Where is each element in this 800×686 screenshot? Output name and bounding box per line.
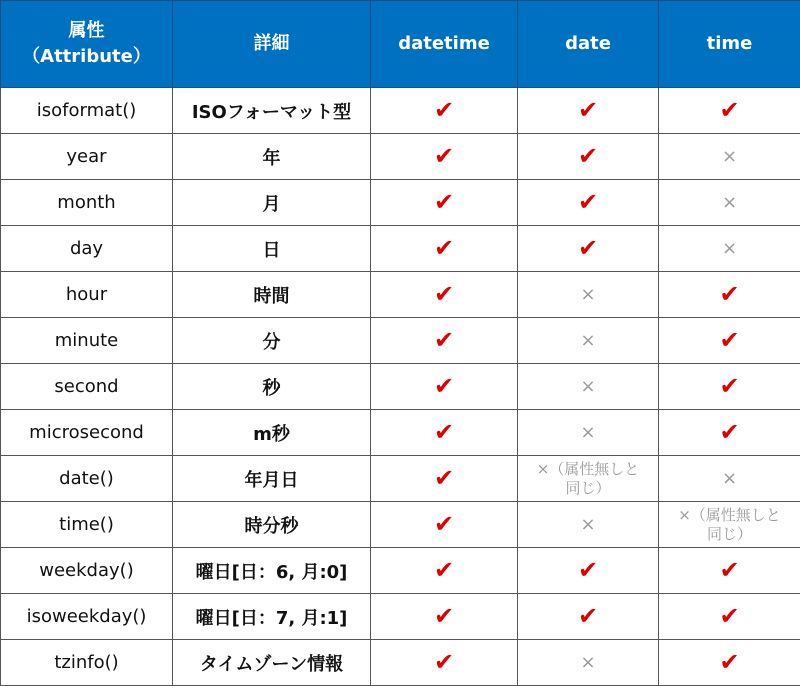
datetime-support-cell	[371, 180, 518, 226]
cross-icon: ×	[580, 330, 595, 351]
check-icon: ✔	[434, 142, 454, 170]
attribute-cell: month	[1, 180, 173, 226]
datetime-support-cell	[371, 226, 518, 272]
check-icon: ✔	[434, 648, 454, 676]
table-header	[1, 1, 800, 88]
cross-icon: ×	[722, 468, 737, 489]
detail-cell: 分	[173, 318, 371, 364]
date-support-cell	[518, 456, 659, 502]
header-attribute-line2: （Attribute）	[1, 44, 172, 70]
check-icon: ✔	[719, 648, 739, 676]
check-icon: ✔	[719, 372, 739, 400]
check-icon: ✔	[578, 234, 598, 262]
check-icon: ✔	[434, 602, 454, 630]
datetime-support-cell	[371, 594, 518, 640]
detail-cell: 曜日[日：6, 月:0]	[173, 548, 371, 594]
date-support-cell	[518, 594, 659, 640]
attribute-cell: hour	[1, 272, 173, 318]
time-support-cell	[659, 226, 800, 272]
time-support-cell	[659, 134, 800, 180]
check-icon: ✔	[434, 464, 454, 492]
check-icon: ✔	[719, 326, 739, 354]
cross-icon: ×	[722, 238, 737, 259]
attribute-cell: tzinfo()	[1, 640, 173, 686]
check-icon: ✔	[578, 188, 598, 216]
attribute-cell: microsecond	[1, 410, 173, 456]
detail-cell: 時間	[173, 272, 371, 318]
check-icon: ✔	[578, 602, 598, 630]
attribute-cell: time()	[1, 502, 173, 548]
check-icon: ✔	[434, 418, 454, 446]
detail-cell: m秒	[173, 410, 371, 456]
date-support-cell	[518, 364, 659, 410]
header-datetime: datetime	[371, 1, 518, 88]
table-row	[1, 272, 800, 318]
attribute-cell: date()	[1, 456, 173, 502]
check-icon: ✔	[719, 418, 739, 446]
time-support-cell	[659, 502, 800, 548]
check-icon: ✔	[434, 188, 454, 216]
table-body	[1, 88, 800, 686]
header-attribute	[1, 1, 173, 88]
datetime-support-cell	[371, 134, 518, 180]
cross-icon: ×	[580, 422, 595, 443]
date-support-cell	[518, 410, 659, 456]
time-support-cell	[659, 594, 800, 640]
datetime-support-cell	[371, 456, 518, 502]
table-row	[1, 88, 800, 134]
header-time: time	[659, 1, 800, 88]
datetime-support-cell	[371, 502, 518, 548]
check-icon: ✔	[434, 280, 454, 308]
time-support-cell	[659, 180, 800, 226]
datetime-support-cell	[371, 272, 518, 318]
time-support-cell	[659, 410, 800, 456]
datetime-support-cell	[371, 640, 518, 686]
cross-note: ×（属性無しと 同じ）	[659, 506, 800, 544]
table-row	[1, 410, 800, 456]
cross-note: ×（属性無しと 同じ）	[518, 460, 658, 498]
cross-icon: ×	[580, 514, 595, 535]
detail-cell: 秒	[173, 364, 371, 410]
header-detail: 詳細	[173, 1, 371, 88]
check-icon: ✔	[434, 234, 454, 262]
time-support-cell	[659, 88, 800, 134]
detail-cell: 時分秒	[173, 502, 371, 548]
time-support-cell	[659, 272, 800, 318]
time-support-cell	[659, 640, 800, 686]
check-icon: ✔	[434, 556, 454, 584]
detail-cell: 年月日	[173, 456, 371, 502]
attribute-cell: minute	[1, 318, 173, 364]
datetime-support-cell	[371, 548, 518, 594]
detail-cell: 曜日[日：7, 月:1]	[173, 594, 371, 640]
table-row	[1, 134, 800, 180]
detail-cell: ISOフォーマット型	[173, 88, 371, 134]
cross-icon: ×	[580, 376, 595, 397]
check-icon: ✔	[719, 556, 739, 584]
table-row	[1, 226, 800, 272]
table-row	[1, 456, 800, 502]
date-support-cell	[518, 134, 659, 180]
datetime-support-cell	[371, 88, 518, 134]
check-icon: ✔	[434, 96, 454, 124]
table-row	[1, 594, 800, 640]
date-support-cell	[518, 88, 659, 134]
date-support-cell	[518, 318, 659, 364]
detail-cell: タイムゾーン情報	[173, 640, 371, 686]
datetime-support-cell	[371, 364, 518, 410]
attribute-cell: second	[1, 364, 173, 410]
cross-icon: ×	[722, 146, 737, 167]
table-row	[1, 318, 800, 364]
check-icon: ✔	[578, 142, 598, 170]
time-support-cell	[659, 456, 800, 502]
cross-icon: ×	[580, 284, 595, 305]
time-support-cell	[659, 548, 800, 594]
attribute-cell: day	[1, 226, 173, 272]
check-icon: ✔	[719, 280, 739, 308]
attribute-cell: year	[1, 134, 173, 180]
header-row	[1, 1, 800, 88]
table-row	[1, 364, 800, 410]
date-support-cell	[518, 226, 659, 272]
attribute-cell: isoformat()	[1, 88, 173, 134]
time-support-cell	[659, 364, 800, 410]
date-support-cell	[518, 502, 659, 548]
date-support-cell	[518, 180, 659, 226]
date-support-cell	[518, 548, 659, 594]
table-row	[1, 548, 800, 594]
table-row	[1, 180, 800, 226]
check-icon: ✔	[578, 556, 598, 584]
check-icon: ✔	[434, 510, 454, 538]
check-icon: ✔	[719, 96, 739, 124]
cross-icon: ×	[722, 192, 737, 213]
detail-cell: 日	[173, 226, 371, 272]
date-support-cell	[518, 272, 659, 318]
attribute-cell: isoweekday()	[1, 594, 173, 640]
date-support-cell	[518, 640, 659, 686]
attribute-cell: weekday()	[1, 548, 173, 594]
table-row	[1, 502, 800, 548]
detail-cell: 月	[173, 180, 371, 226]
header-attribute-line1: 属性	[1, 18, 172, 44]
detail-cell: 年	[173, 134, 371, 180]
check-icon: ✔	[434, 326, 454, 354]
time-support-cell	[659, 318, 800, 364]
datetime-support-cell	[371, 410, 518, 456]
check-icon: ✔	[578, 96, 598, 124]
check-icon: ✔	[719, 602, 739, 630]
header-date: date	[518, 1, 659, 88]
check-icon: ✔	[434, 372, 454, 400]
cross-icon: ×	[580, 652, 595, 673]
datetime-support-cell	[371, 318, 518, 364]
table-row	[1, 640, 800, 686]
